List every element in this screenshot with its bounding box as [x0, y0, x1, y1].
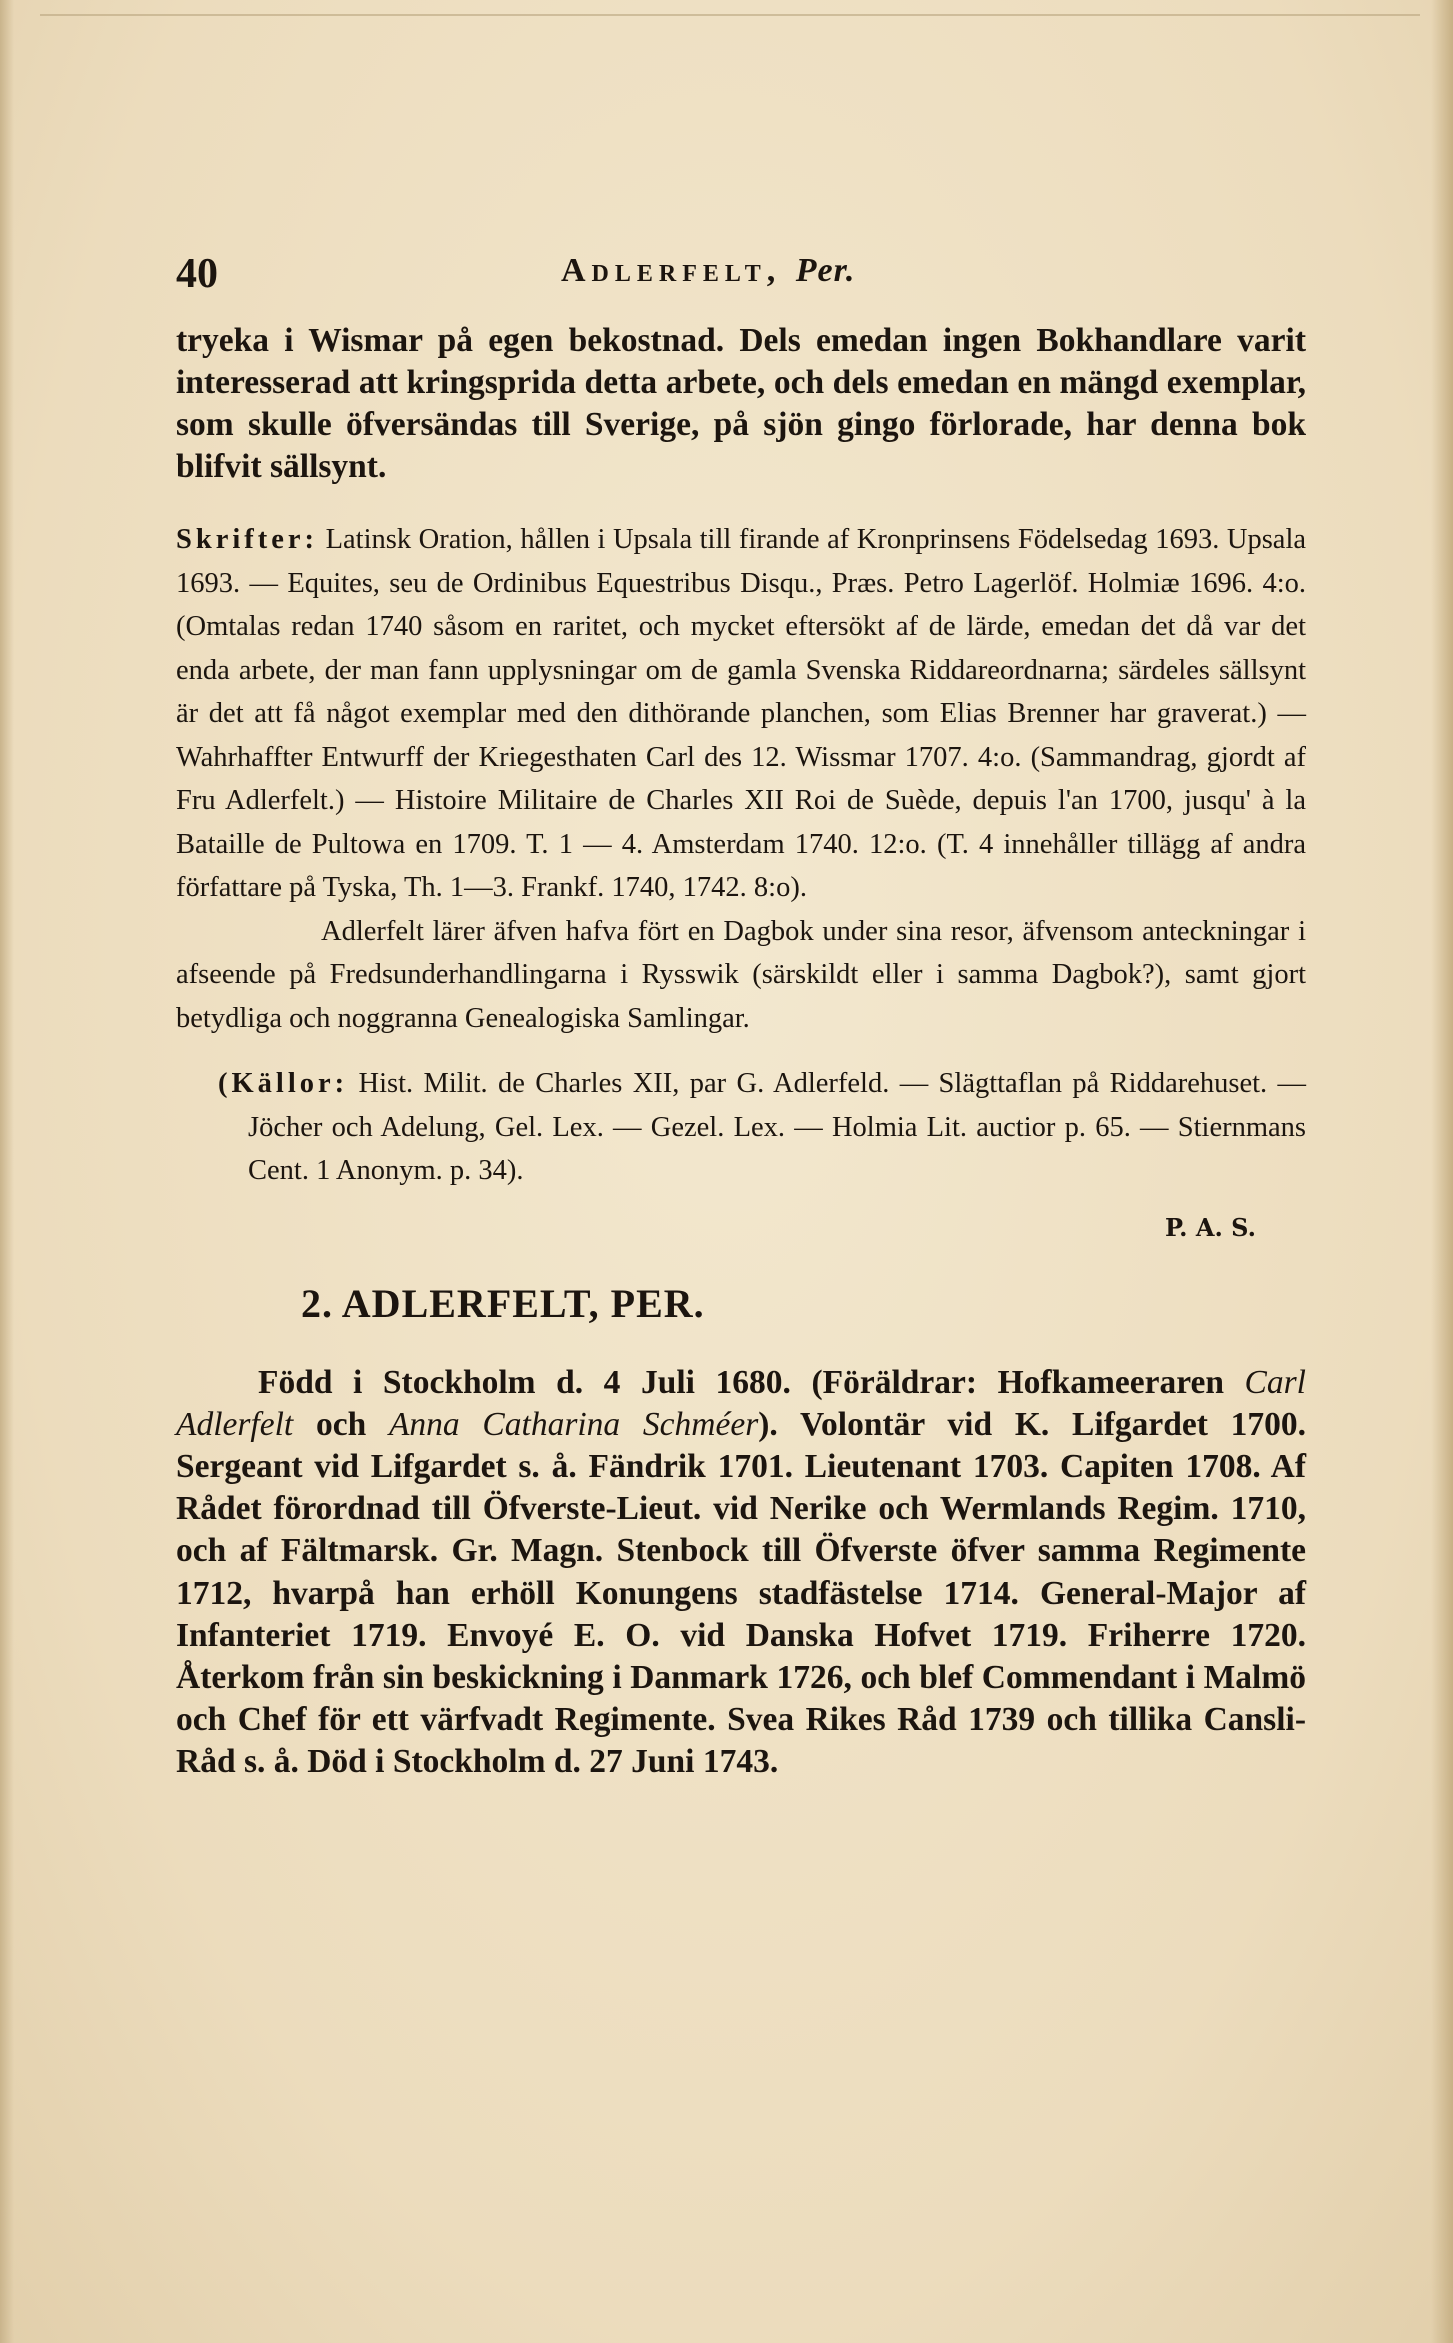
intro-paragraph: tryeka i Wismar på egen bekostnad. Dels emedan ingen Bokhandlare varit interesserad att kringsprida detta arbete, och dels emedan en mängd exemplar, som skulle öfversändas till Sverige, på sjön gingo förlorade, har denna bok blifvit sällsynt. — [176, 322, 1306, 485]
bio-part-1: Född i Stockholm d. 4 Juli 1680. (Föräldrar: Hofkameeraren — [258, 1363, 1245, 1401]
diary-note: Adlerfelt lärer äfven hafva fört en Dagbok under sina resor, äfvensom anteckningar i afseende på Fredsunderhandlingarna i Rysswik (särskildt eller i samma Dagbok?), samt gjort betydliga och noggranna Genealogiska Samlingar. — [176, 915, 1306, 1034]
bio-part-3: ). Volontär vid K. Lifgardet 1700. Sergeant vid Lifgardet s. å. Fändrik 1701. Lieutenant 1703. Capiten 1708. Af Rådet förordnad till Öfverste-Lieut. vid Nerike och Wermlands Regim. 1710, och af Fältmarsk. Gr. Magn. Stenbock till Öfverste öfver samma Regimente 1712, hvarpå han erhöll Konungens stadfästelse 1714. General-Major af Infanteriet 1719. Envoyé E. O. vid Danska Hofvet 1719. Friherre 1720. Återkom från sin beskickning i Danmark 1726, och blef Commendant i Malmö och Chef för ett värfvadt Regimente. Svea Rikes Råd 1739 och tillika Cansli-Råd s. å. Död i Stockholm d. 27 Juni 1743. — [176, 1405, 1306, 1781]
writings-paragraph — [176, 518, 1306, 910]
author-initials: P. A. S. — [1165, 1212, 1256, 1242]
biography-paragraph — [176, 1362, 1306, 1784]
page-number: 40 — [176, 251, 218, 297]
running-head-name: Adlerfelt, — [561, 252, 782, 289]
top-rule — [40, 14, 1420, 16]
sources-text: Hist. Milit. de Charles XII, par G. Adlerfeld. — Slägttaflan på Riddarehuset. — Jöcher och Adelung, Gel. Lex. — Gezel. Lex. — Holmia Lit. auctior p. 65. — Stiernmans Cent. 1 Anonym. p. 34). — [248, 1068, 1307, 1186]
page-content — [176, 250, 1306, 1784]
page-edge-right — [1431, 0, 1453, 2343]
page-edge-left — [0, 0, 14, 2343]
running-head — [561, 252, 855, 290]
bio-part-2: och — [293, 1405, 389, 1443]
sources-label: (Källor: — [218, 1068, 349, 1099]
writings-text: Latinsk Oration, hållen i Upsala till firande af Kronprinsens Födelsedag 1693. Upsala 1693. — Equites, seu de Ordinibus Equestribus Disqu., Præs. Petro Lagerlöf. Holmiæ 1696. 4:o. (Omtalas redan 1740 såsom en raritet, och mycket eftersökt af de lärde, emedan det då var det enda arbete, der man fann upplysningar om de gamla Svenska Riddareordnarna; särdeles sällsynt är det att få något exemplar med den dithörande planchen, som Elias Brenner har graverat.) — Wahrhaffter Entwurff der Kriegesthaten Carl des 12. Wissmar 1707. 4:o. (Sammandrag, gjordt af Fru Adlerfelt.) — Histoire Militaire de Charles XII Roi de Suède, depuis l'an 1700, jusqu' à la Bataille de Pultowa en 1709. T. 1 — 4. Amsterdam 1740. 12:o. (T. 4 innehåller tillägg af andra författare på Tyska, Th. 1—3. Frankf. 1740, 1742. 8:o). — [176, 524, 1307, 903]
sources-paragraph — [176, 1062, 1306, 1193]
page-header — [176, 250, 1306, 320]
mother-name: Anna Catharina Schméer — [388, 1405, 759, 1443]
writings-label: Skrifter: — [176, 524, 319, 555]
father-name: Carl Adlerfelt — [176, 1363, 1306, 1443]
running-head-first: Per. — [795, 252, 856, 289]
entry-title: 2. ADLERFELT, PER. — [301, 1280, 705, 1326]
